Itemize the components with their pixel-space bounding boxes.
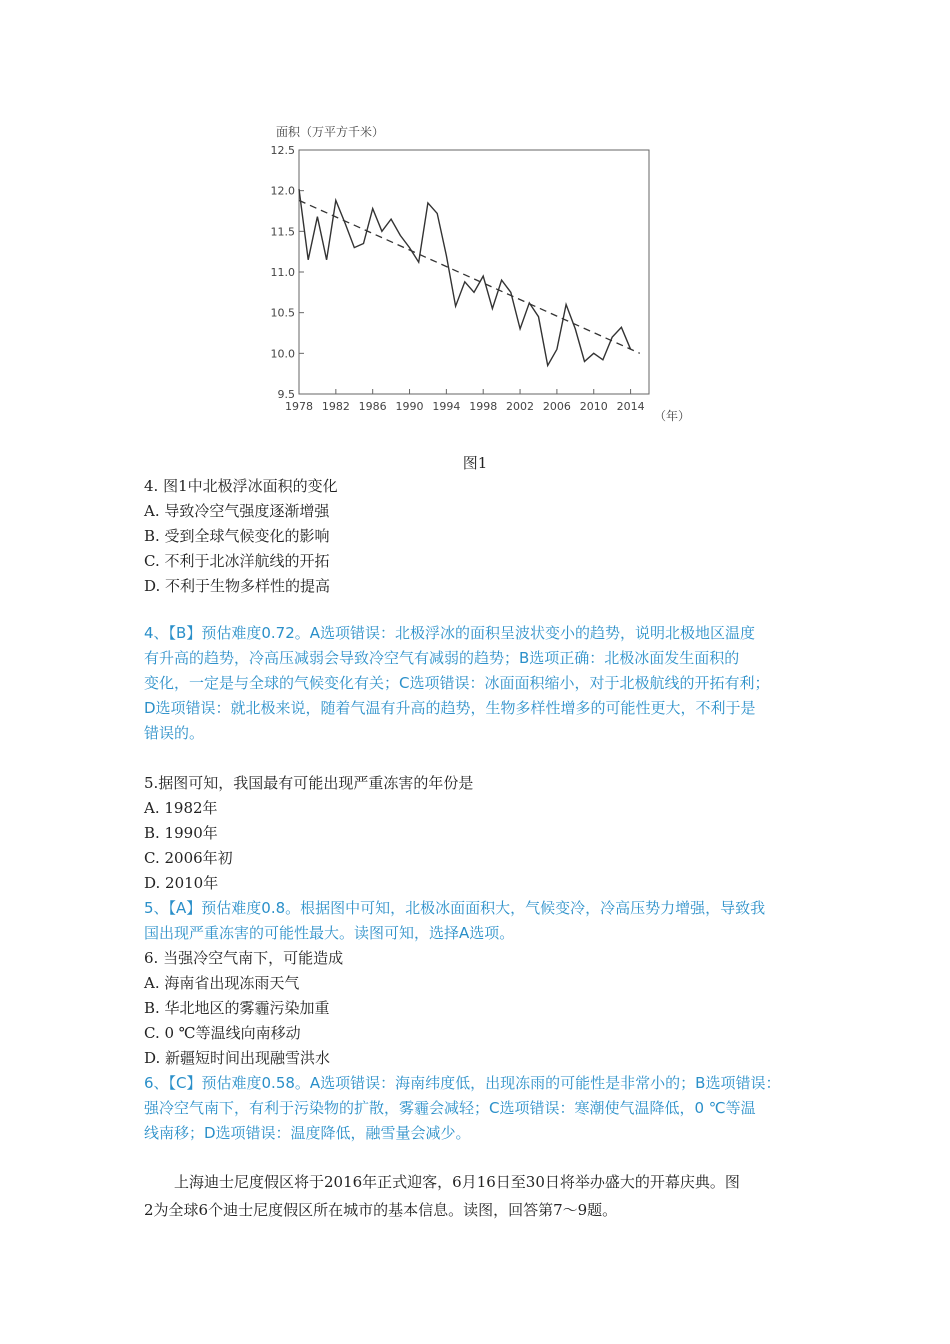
question-stem: 5.据图可知，我国最有可能出现严重冻害的年份是 [144,774,474,792]
option-b: B. 1990年 [144,824,218,842]
option-a: A. 海南省出现冻雨天气 [144,974,300,992]
question-stem: 6. 当强冷空气南下，可能造成 [144,949,344,967]
option-a: A. 导致冷空气强度逐渐增强 [144,502,330,520]
intro-line: 上海迪士尼度假区将于2016年正式迎客，6月16日至30日将举办盛大的开幕庆典。图 [174,1173,740,1191]
y-tick-label: 12.0 [270,184,295,198]
x-tick-label: 1982 [321,400,350,413]
x-tick-label: 1978 [285,400,313,413]
y-axis-label: 面积（万平方千米） [276,125,385,139]
answer-line: 4、【B】预估难度0.72。A选项错误：北极浮冰的面积呈波状变小的趋势，说明北极地区温度 [144,624,755,642]
answer-line: 有升高的趋势，冷高压减弱会导致冷空气有减弱的趋势；B选项正确：北极冰面发生面积的 [144,649,740,667]
answer-line: D选项错误：就北极来说，随着气温有升高的趋势，生物多样性增多的可能性更大，不利于是 [144,699,756,717]
y-tick-label: 10.0 [270,347,295,361]
x-tick-label: 2006 [542,400,571,413]
question-5 [144,771,824,896]
chart-svg [262,118,692,428]
x-tick-label: 2014 [616,400,645,413]
option-c: C. 2006年初 [144,849,233,867]
y-tick-label: 9.5 [277,388,295,401]
plot-frame [299,150,649,394]
y-tick-label: 10.5 [270,306,295,320]
answer-6 [144,1071,824,1146]
x-tick-label: 1994 [432,400,461,413]
y-tick-label: 11.5 [270,225,295,239]
answer-line: 变化，一定是与全球的气候变化有关；C选项错误：冰面面积缩小，对于北极航线的开拓有利； [144,674,770,692]
option-d: D. 不利于生物多样性的提高 [144,577,331,595]
question-6 [144,946,824,1071]
trend-line [299,200,640,353]
figure-caption: 图1 [462,454,488,472]
option-d: D. 新疆短时间出现融雪洪水 [144,1049,331,1067]
option-d: D. 2010年 [144,874,219,892]
option-a: A. 1982年 [144,799,218,817]
x-axis-label: （年） [654,409,691,423]
series-line [299,189,631,366]
series-group [299,189,640,366]
answer-line: 错误的。 [144,724,205,742]
answer-4 [144,621,824,746]
x-tick-label: 1986 [358,400,387,413]
option-c: C. 0 ℃等温线向南移动 [144,1024,301,1042]
intro-paragraph [144,1168,824,1224]
option-b: B. 受到全球气候变化的影响 [144,527,330,545]
answer-line: 5、【A】预估难度0.8。根据图中可知，北极冰面面积大，气候变冷，冷高压势力增强，导致我 [144,899,766,917]
y-tick-label: 11.0 [270,266,295,279]
option-b: B. 华北地区的雾霾污染加重 [144,999,330,1017]
x-tick-label: 2010 [579,400,608,413]
answer-line: 线南移；D选项错误：温度降低，融雪量会减少。 [144,1124,471,1142]
question-stem: 4. 图1中北极浮冰面积的变化 [144,477,338,495]
x-ticks [285,389,645,413]
x-tick-label: 1998 [469,400,498,413]
option-c: C. 不利于北冰洋航线的开拓 [144,552,330,570]
sea-ice-area-chart [262,118,692,428]
x-tick-label: 2002 [506,400,535,413]
answer-line: 6、【C】预估难度0.58。A选项错误：海南纬度低，出现冻雨的可能性是非常小的；B选项错误： [144,1074,781,1092]
intro-line: 2为全球6个迪士尼度假区所在城市的基本信息。读图，回答第7～9题。 [144,1201,618,1219]
answer-line: 国出现严重冻害的可能性最大。读图可知，选择A选项。 [144,924,515,942]
x-tick-label: 1990 [395,400,424,413]
y-tick-label: 12.5 [270,144,295,157]
answer-line: 强冷空气南下，有利于污染物的扩散，雾霾会减轻；C选项错误：寒潮使气温降低，0 ℃等温 [144,1099,756,1117]
question-4 [144,474,824,599]
answer-5 [144,896,824,946]
